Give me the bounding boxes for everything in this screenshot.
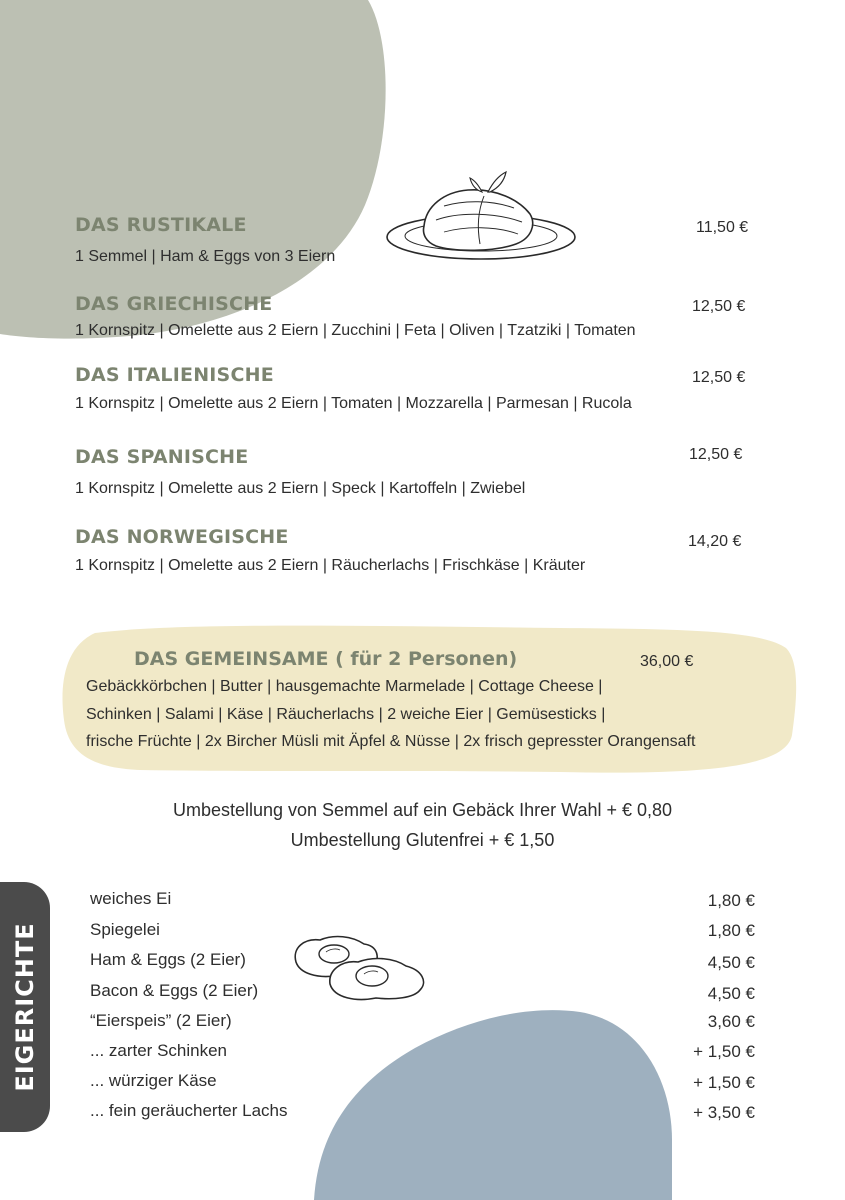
egg-item-name: Spiegelei	[90, 920, 160, 939]
omelette-plate-icon	[384, 166, 580, 272]
section-tab-label: EIGERICHTE	[11, 922, 39, 1092]
menu-item-name: DAS NORWEGISCHE	[75, 526, 289, 548]
menu-item-name: DAS SPANISCHE	[75, 446, 249, 468]
fried-eggs-icon	[290, 932, 430, 1002]
gemeinsame-line: frische Früchte | 2x Bircher Müsli mit Äpfel & Nüsse | 2x frisch gepresster Orangensaft	[86, 733, 696, 750]
egg-item-price: 1,80 €	[707, 921, 755, 940]
menu-item-price: 11,50 €	[696, 219, 749, 236]
menu-item-price: 12,50 €	[689, 446, 743, 463]
menu-item-name: DAS ITALIENISCHE	[75, 364, 274, 386]
rebooking-note: Umbestellung von Semmel auf ein Gebäck Ihrer Wahl + € 0,80	[172, 800, 673, 820]
menu-item-description: 1 Kornspitz | Omelette aus 2 Eiern | Speck | Kartoffeln | Zwiebel	[75, 480, 526, 497]
egg-item-name: ... fein geräucherter Lachs	[90, 1101, 288, 1120]
menu-item-price: 12,50 €	[692, 369, 746, 386]
gluten-free-note: Umbestellung Glutenfrei + € 1,50	[290, 830, 555, 850]
menu-item-name: DAS GRIECHISCHE	[75, 293, 273, 315]
egg-item-name: ... zarter Schinken	[90, 1041, 228, 1060]
menu-item-description: 1 Semmel | Ham & Eggs von 3 Eiern	[75, 248, 336, 265]
egg-item-name: weiches Ei	[90, 889, 172, 908]
menu-item-price: 14,20 €	[688, 533, 742, 550]
egg-item-name: Ham & Eggs (2 Eier)	[90, 950, 246, 969]
menu-item-price: 12,50 €	[692, 298, 746, 315]
egg-item-price: 4,50 €	[707, 953, 755, 972]
gemeinsame-line: Gebäckkörbchen | Butter | hausgemachte Marmelade | Cottage Cheese |	[86, 678, 603, 695]
egg-item-name: Bacon & Eggs (2 Eier)	[90, 981, 259, 1000]
egg-item-price: + 1,50 €	[693, 1073, 755, 1092]
egg-item-price: + 1,50 €	[693, 1042, 755, 1061]
egg-item-name: “Eierspeis” (2 Eier)	[90, 1011, 232, 1030]
gemeinsame-price: 36,00 €	[640, 653, 694, 670]
menu-item-name: DAS RUSTIKALE	[75, 214, 247, 236]
gemeinsame-line: Schinken | Salami | Käse | Räucherlachs | 2 weiche Eier | Gemüsesticks |	[86, 706, 606, 723]
menu-item-description: 1 Kornspitz | Omelette aus 2 Eiern | Räucherlachs | Frischkäse | Kräuter	[75, 557, 586, 574]
egg-item-name: ... würziger Käse	[90, 1071, 217, 1090]
egg-item-price: 3,60 €	[707, 1012, 755, 1031]
egg-item-price: 4,50 €	[707, 984, 755, 1003]
egg-item-price: + 3,50 €	[693, 1103, 755, 1122]
menu-item-description: 1 Kornspitz | Omelette aus 2 Eiern | Tomaten | Mozzarella | Parmesan | Rucola	[75, 395, 632, 412]
menu-item-description: 1 Kornspitz | Omelette aus 2 Eiern | Zucchini | Feta | Oliven | Tzatziki | Tomaten	[75, 322, 636, 339]
gemeinsame-title: DAS GEMEINSAME ( für 2 Personen)	[134, 648, 518, 670]
egg-item-price: 1,80 €	[707, 891, 755, 910]
